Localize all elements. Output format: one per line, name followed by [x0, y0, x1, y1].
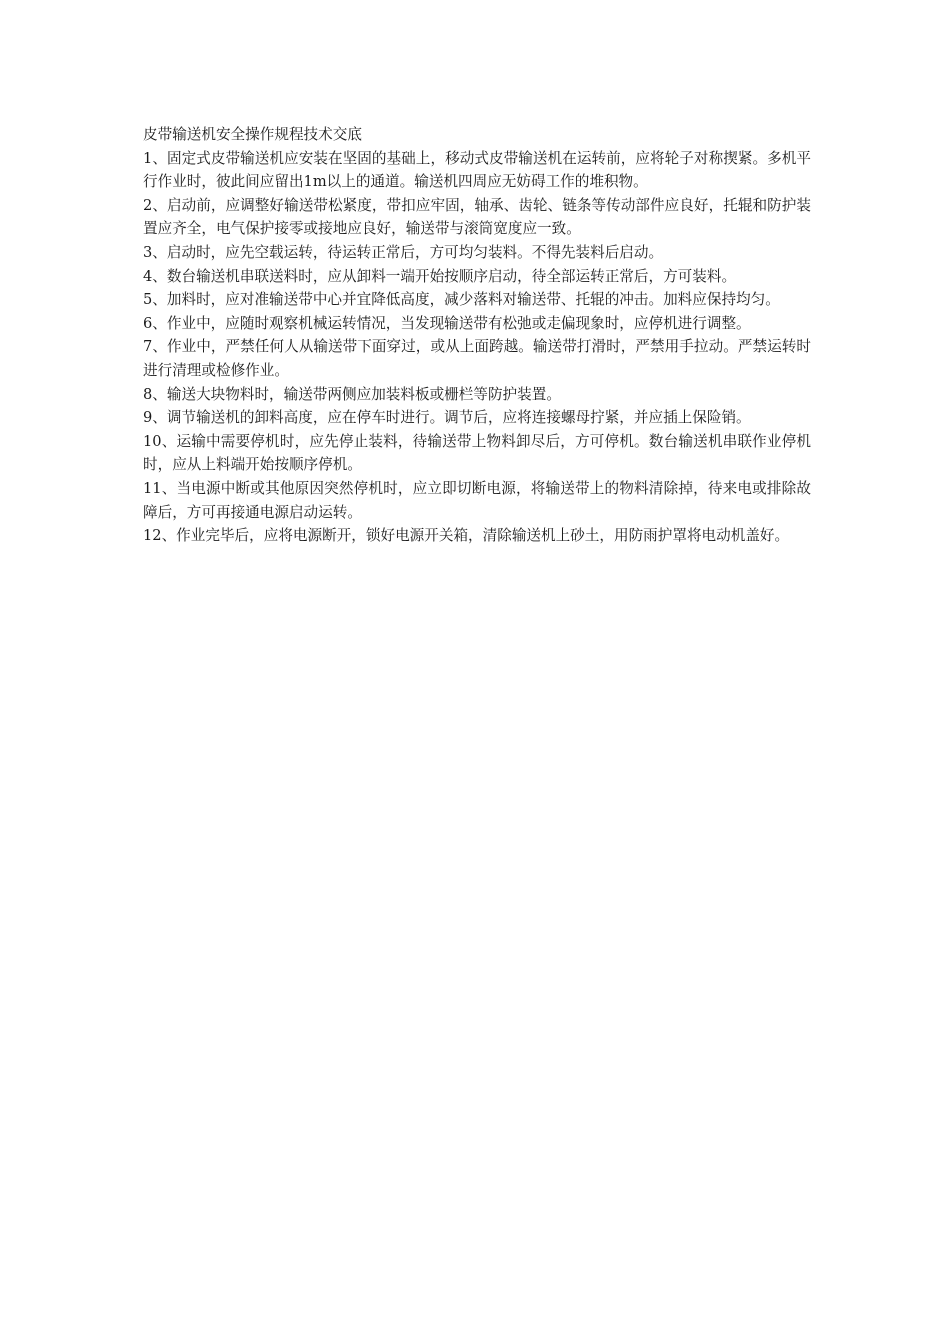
paragraph-11: 11、当电源中断或其他原因突然停机时，应立即切断电源，将输送带上的物料清除掉，待来电或排除故障后，方可再接通电源启动运转。	[143, 479, 811, 521]
paragraph-8: 8、输送大块物料时，输送带两侧应加装料板或栅栏等防护装置。	[143, 385, 561, 403]
paragraph-12: 12、作业完毕后，应将电源断开，锁好电源开关箱，清除输送机上砂土，用防雨护罩将电动机盖好。	[143, 527, 790, 545]
paragraph-7: 7、作业中，严禁任何人从输送带下面穿过，或从上面跨越。输送带打滑时，严禁用手拉动。严禁运转时进行清理或检修作业。	[143, 338, 811, 379]
paragraph-2: 2、启动前，应调整好输送带松紧度，带扣应牢固，轴承、齿轮、链条等传动部件应良好，托辊和防护装置应齐全，电气保护接零或接地应良好，输送带与滚筒宽度应一致。	[143, 196, 811, 238]
paragraph-9: 9、调节输送机的卸料高度，应在停车时进行。调节后，应将连接螺母拧紧，并应插上保险销。	[143, 409, 751, 427]
paragraph-4: 4、数台输送机串联送料时，应从卸料一端开始按顺序启动，待全部运转正常后，方可装料。	[143, 267, 737, 285]
paragraph-5: 5、加料时，应对准输送带中心并宜降低高度，减少落料对输送带、托辊的冲击。加料应保持均匀。	[143, 291, 780, 309]
paragraph-6: 6、作业中，应随时观察机械运转情况，当发现输送带有松弛或走偏现象时，应停机进行调整。	[143, 314, 751, 332]
paragraph-1: 1、固定式皮带输送机应安装在坚固的基础上，移动式皮带输送机在运转前，应将轮子对称揳紧。多机平行作业时，彼此间应留出1m以上的通道。输送机四周应无妨碍工作的堆积物。	[143, 149, 811, 191]
document-title: 皮带输送机安全操作规程技术交底	[143, 126, 362, 143]
paragraph-10: 10、运输中需要停机时，应先停止装料，待输送带上物料卸尽后，方可停机。数台输送机串联作业停机时，应从上料端开始按顺序停机。	[143, 432, 811, 474]
document-body	[143, 123, 811, 548]
paragraph-3: 3、启动时，应先空载运转，待运转正常后，方可均匀装料。不得先装料后启动。	[143, 243, 664, 261]
